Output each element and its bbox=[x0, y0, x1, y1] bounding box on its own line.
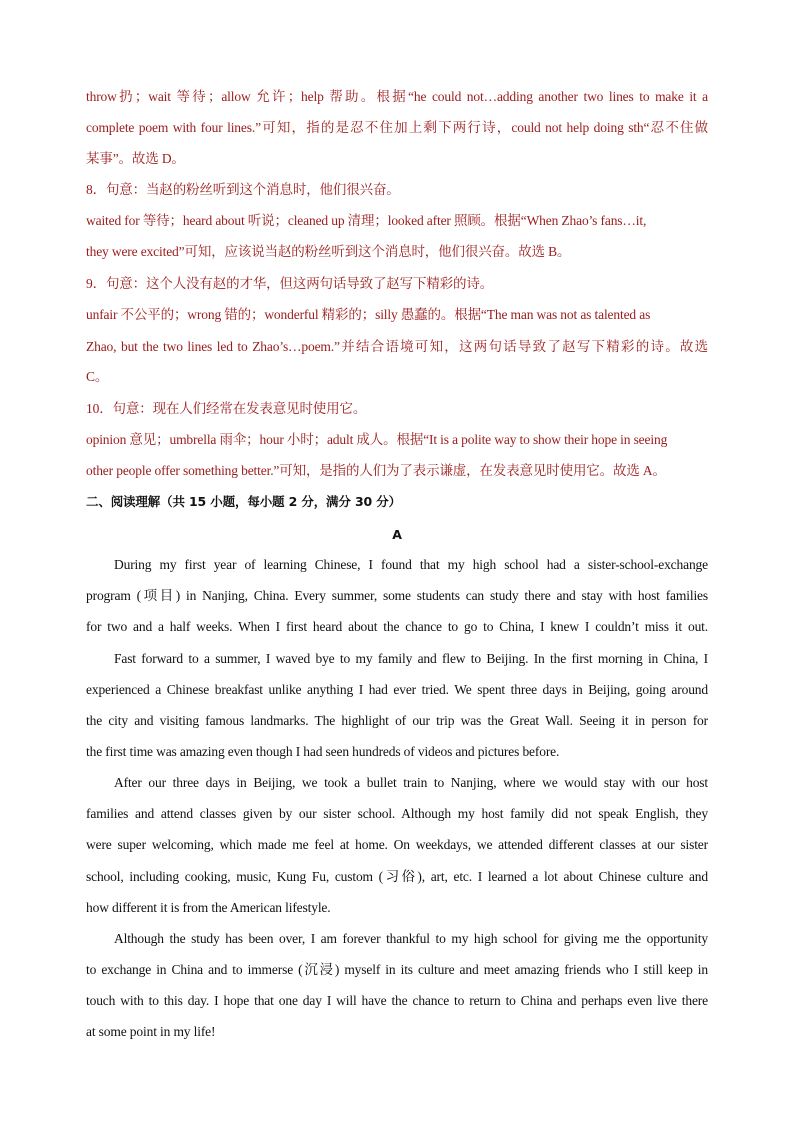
passage-line: how different it is from the American lifestyle. bbox=[86, 900, 331, 915]
q7-explanation-line: 某事”。故选 D。 bbox=[86, 151, 185, 166]
passage-line: families and attend classes given by our sister school. Although my host family did not speak English, they bbox=[86, 806, 708, 821]
passage-line: experienced a Chinese breakfast unlike anything I had ever tried. We spent three days in Beijing, going around bbox=[86, 682, 708, 697]
passage-line: Although the study has been over, I am forever thankful to my high school for giving me the opportunity bbox=[114, 931, 708, 946]
q7-explanation-line: throw扔；wait 等待；allow 允许；help 帮助。根据“he could not…adding another two lines to make it a bbox=[86, 89, 708, 104]
passage-line: During my first year of learning Chinese, I found that my high school had a sister-school-exchange bbox=[114, 557, 708, 572]
passage-line: the first time was amazing even though I had seen hundreds of videos and pictures before. bbox=[86, 744, 560, 759]
q10-explanation-line: other people offer something better.”可知，是指的人们为了表示谦虚，在发表意见时使用它。故选 A。 bbox=[86, 463, 666, 478]
passage-line: were super welcoming, which made me feel at home. On weekdays, we attended different classes at our sister bbox=[86, 837, 708, 852]
passage-line: touch with to this day. I hope that one day I will have the chance to return to China and perhaps even live there bbox=[86, 993, 708, 1008]
q8-explanation-line: waited for 等待；heard about 听说；cleaned up 清理；looked after 照顾。根据“When Zhao’s fans…it, bbox=[86, 213, 647, 228]
passage-line: the city and visiting famous landmarks. The highlight of our trip was the Great Wall. Seeing it in person for bbox=[86, 713, 708, 728]
section-heading: 二、阅读理解（共 15 小题，每小题 2 分，满分 30 分） bbox=[86, 494, 401, 509]
q9-explanation-line: Zhao, but the two lines led to Zhao’s…poem.”并结合语境可知，这两句话导致了赵写下精彩的诗。故选 bbox=[86, 339, 708, 354]
q7-explanation-line: complete poem with four lines.”可知，指的是忍不住加上剩下两行诗，could not help doing sth“忍不住做 bbox=[86, 120, 708, 135]
passage-line: school, including cooking, music, Kung Fu, custom (习俗), art, etc. I learned a lot about Chinese culture and bbox=[86, 869, 708, 884]
q9-title: 9．句意：这个人没有赵的才华，但这两句话导致了赵写下精彩的诗。 bbox=[86, 276, 494, 291]
passage-line: After our three days in Beijing, we took a bullet train to Nanjing, where we would stay with our host bbox=[114, 775, 708, 790]
q8-explanation-line: they were excited”可知，应该说当赵的粉丝听到这个消息时，他们很兴奋。故选 B。 bbox=[86, 244, 571, 259]
q8-title: 8．句意：当赵的粉丝听到这个消息时，他们很兴奋。 bbox=[86, 182, 400, 197]
passage-line: for two and a half weeks. When I first heard about the chance to go to China, I knew I couldn’t miss it out. bbox=[86, 619, 708, 634]
passage-line: at some point in my life! bbox=[86, 1024, 216, 1039]
passage-label: A bbox=[392, 527, 402, 542]
passage-line: program (项目) in Nanjing, China. Every summer, some students can study there and stay with host families bbox=[86, 588, 708, 603]
q10-title: 10．句意：现在人们经常在发表意见时使用它。 bbox=[86, 401, 367, 416]
passage-line: to exchange in China and to immerse (沉浸) myself in its culture and meet amazing friends who I still keep in bbox=[86, 962, 708, 977]
passage-line: Fast forward to a summer, I waved bye to my family and flew to Beijing. In the first morning in China, I bbox=[114, 651, 708, 666]
q10-explanation-line: opinion 意见；umbrella 雨伞；hour 小时；adult 成人。根据“It is a polite way to show their hope in seeing bbox=[86, 432, 668, 447]
q9-explanation-line: C。 bbox=[86, 369, 109, 384]
q9-explanation-line: unfair 不公平的；wrong 错的；wonderful 精彩的；silly 愚蠢的。根据“The man was not as talented as bbox=[86, 307, 651, 322]
